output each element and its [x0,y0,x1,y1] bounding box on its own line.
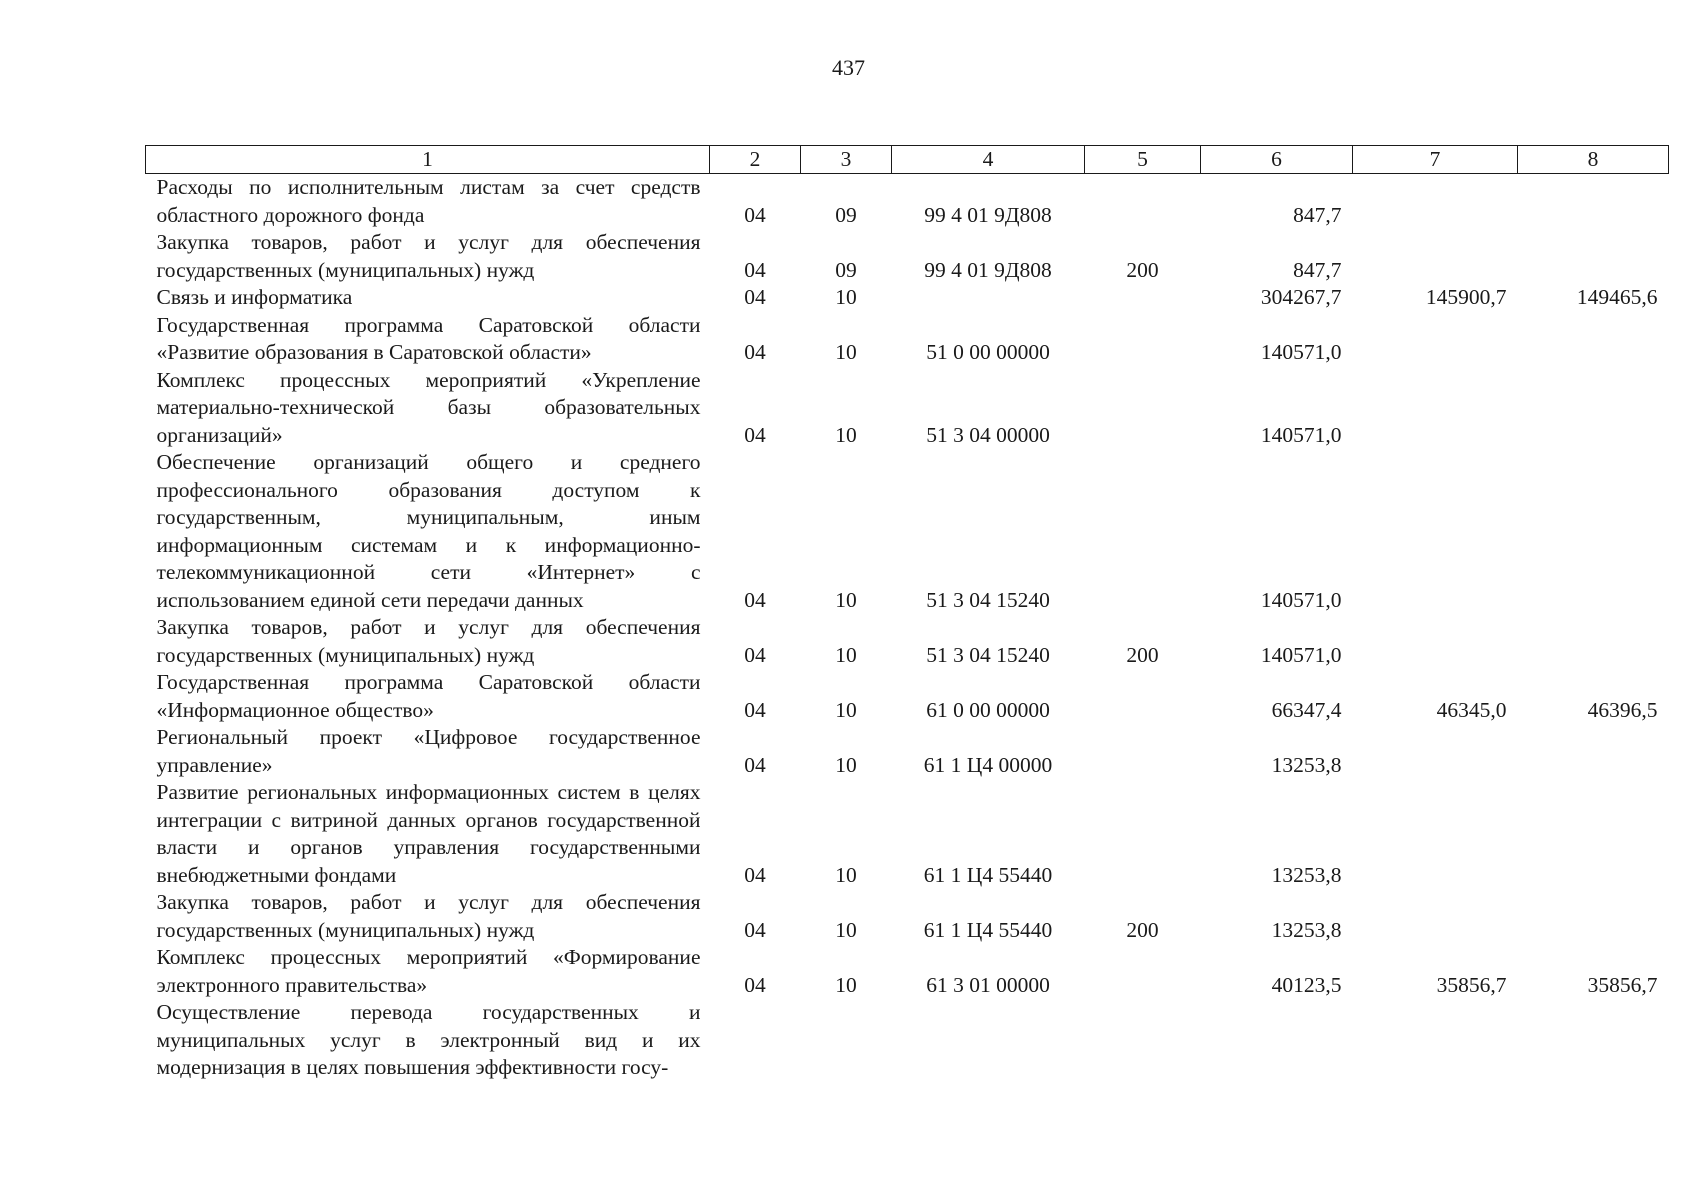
row-subsection-cell: 10 [835,340,857,364]
row-amount-7-cell [1353,614,1518,669]
row-amount-7-cell [1353,449,1518,614]
row-amount-7-cell [1353,724,1518,779]
row-name-cell: Обеспечение организаций общего и среднего профессионального образования доступом к государственным, муниципальным, иным информационным системам и к информационно-телекоммуникационной сети «Интернет» с использованием единой сети передачи данных [156,450,701,612]
row-target-code-cell: 99 4 01 9Д808 [924,202,1052,227]
row-target-code-cell: 61 0 00 00000 [926,697,1050,722]
row-name-cell: Закупка товаров, работ и услуг для обеспечения государственных (муниципальных) нужд [156,615,701,667]
row-amount-7-cell [1353,889,1518,944]
table-row [146,944,1669,999]
row-expense-type-cell: 200 [1126,917,1159,942]
row-amount-6-cell: 66347,4 [1271,697,1342,722]
row-subsection-cell: 10 [835,697,857,722]
row-amount-7-cell [1353,779,1518,889]
row-subsection-cell: 10 [835,972,857,997]
row-amount-8-cell [1518,999,1669,1082]
row-amount-8-cell [1518,724,1669,779]
row-target-code-cell: 61 3 01 00000 [926,972,1050,997]
table-row [146,724,1669,779]
row-target-code-cell [892,284,1085,312]
row-name-cell: Закупка товаров, работ и услуг для обеспечения государственных (муниципальных) нужд [156,890,701,942]
row-section-cell: 04 [744,285,766,309]
table-header-row [146,146,1669,174]
row-subsection-cell: 10 [835,862,857,887]
row-section-cell: 04 [744,422,766,447]
row-amount-8-cell [1518,449,1669,614]
row-name-cell: Региональный проект «Цифровое государственное управление» [156,725,701,777]
row-subsection-cell: 10 [835,422,857,447]
row-amount-7-cell [1353,174,1518,230]
row-section-cell: 04 [744,697,766,722]
row-amount-7-cell [1353,312,1518,367]
row-amount-6-cell: 847,7 [1293,202,1342,227]
row-subsection-cell: 09 [835,202,857,227]
table-row [146,174,1669,230]
row-section-cell: 04 [744,972,766,997]
row-target-code-cell: 51 3 04 15240 [926,587,1050,612]
row-expense-type-cell [1085,724,1201,779]
row-amount-8-cell: 149465,6 [1576,285,1658,309]
row-amount-7-cell [1353,229,1518,284]
page-number: 437 [832,55,865,80]
table-row [146,999,1669,1082]
row-section-cell: 04 [744,257,766,282]
row-section-cell: 04 [744,862,766,887]
row-expense-type-cell [1085,944,1201,999]
row-target-code-cell: 99 4 01 9Д808 [924,257,1052,282]
row-amount-6-cell: 304267,7 [1260,285,1342,309]
row-section-cell [710,999,801,1082]
row-target-code-cell: 51 3 04 00000 [926,422,1050,447]
row-amount-8-cell: 46396,5 [1587,697,1658,722]
column-header: 5 [1085,146,1201,174]
row-amount-8-cell [1518,312,1669,367]
row-amount-8-cell [1518,174,1669,230]
row-subsection-cell [801,999,892,1082]
row-name-cell: Связь и информатика [156,285,353,309]
row-section-cell: 04 [744,202,766,227]
column-header: 7 [1353,146,1518,174]
row-amount-7-cell: 145900,7 [1425,285,1507,309]
row-name-cell: Развитие региональных информационных систем в целях интеграции с витриной данных органов государственной власти и органов управления государственными внебюджетными фондами [156,780,701,887]
budget-table [145,145,1669,1082]
row-amount-7-cell [1353,367,1518,450]
row-target-code-cell: 61 1 Ц4 00000 [923,752,1053,777]
table-row [146,367,1669,450]
row-amount-8-cell [1518,779,1669,889]
row-name-cell: Осуществление перевода государственных и муниципальных услуг в электронный вид и их модернизация в целях повышения эффективности госу- [156,1000,701,1079]
row-target-code-cell: 61 1 Ц4 55440 [923,917,1053,942]
row-target-code-cell: 51 3 04 15240 [926,642,1050,667]
row-subsection-cell: 10 [835,752,857,777]
column-header: 6 [1201,146,1353,174]
row-name-cell: Закупка товаров, работ и услуг для обеспечения государственных (муниципальных) нужд [156,230,701,282]
row-subsection-cell: 09 [835,257,857,282]
row-amount-8-cell [1518,229,1669,284]
row-section-cell: 04 [744,752,766,777]
row-amount-6-cell: 140571,0 [1260,587,1342,612]
row-amount-8-cell [1518,889,1669,944]
row-target-code-cell: 61 1 Ц4 55440 [923,862,1053,887]
row-name-cell: Комплекс процессных мероприятий «Укрепление материально-технической базы образовательных организаций» [156,367,701,447]
row-name-cell: Государственная программа Саратовской области «Развитие образования в Саратовской области» [156,312,701,364]
table-row [146,614,1669,669]
row-target-code-cell: 51 0 00 00000 [926,340,1050,364]
row-subsection-cell: 10 [835,642,857,667]
row-section-cell: 04 [744,642,766,667]
row-amount-8-cell [1518,367,1669,450]
row-amount-6-cell: 13253,8 [1271,862,1342,887]
row-name-cell: Расходы по исполнительным листам за счет средств областного дорожного фонда [156,175,701,227]
row-amount-6-cell: 140571,0 [1260,340,1342,364]
row-expense-type-cell [1085,669,1201,724]
row-amount-6-cell: 140571,0 [1260,642,1342,667]
row-name-cell: Государственная программа Саратовской области «Информационное общество» [156,670,701,722]
row-amount-8-cell [1518,614,1669,669]
row-amount-7-cell [1353,999,1518,1082]
row-expense-type-cell [1085,999,1201,1082]
row-subsection-cell: 10 [835,285,857,309]
row-amount-6-cell: 140571,0 [1260,422,1342,447]
table-row [146,779,1669,889]
column-header: 2 [710,146,801,174]
column-header: 8 [1518,146,1669,174]
row-amount-6-cell: 847,7 [1293,257,1342,282]
row-expense-type-cell [1085,779,1201,889]
column-header: 4 [892,146,1085,174]
row-amount-6-cell: 13253,8 [1271,917,1342,942]
row-expense-type-cell [1085,367,1201,450]
row-expense-type-cell [1085,312,1201,367]
row-section-cell: 04 [744,587,766,612]
table-row [146,312,1669,367]
row-expense-type-cell: 200 [1126,257,1159,282]
table-row [146,449,1669,614]
column-header: 3 [801,146,892,174]
row-amount-6-cell [1201,999,1353,1082]
table-row [146,669,1669,724]
row-amount-6-cell: 13253,8 [1271,752,1342,777]
table-body [146,174,1669,1082]
row-expense-type-cell [1085,284,1201,312]
row-section-cell: 04 [744,917,766,942]
row-name-cell: Комплекс процессных мероприятий «Формирование электронного правительства» [156,945,701,997]
row-expense-type-cell [1085,449,1201,614]
row-expense-type-cell: 200 [1126,642,1159,667]
row-target-code-cell [892,999,1085,1082]
row-subsection-cell: 10 [835,917,857,942]
row-amount-7-cell: 35856,7 [1436,972,1507,997]
row-expense-type-cell [1085,174,1201,230]
table-row [146,889,1669,944]
table-row [146,284,1669,312]
row-amount-8-cell: 35856,7 [1587,972,1658,997]
row-section-cell: 04 [744,340,766,364]
table-row [146,229,1669,284]
column-header: 1 [146,146,710,174]
row-subsection-cell: 10 [835,587,857,612]
row-amount-7-cell: 46345,0 [1436,697,1507,722]
row-amount-6-cell: 40123,5 [1271,972,1342,997]
